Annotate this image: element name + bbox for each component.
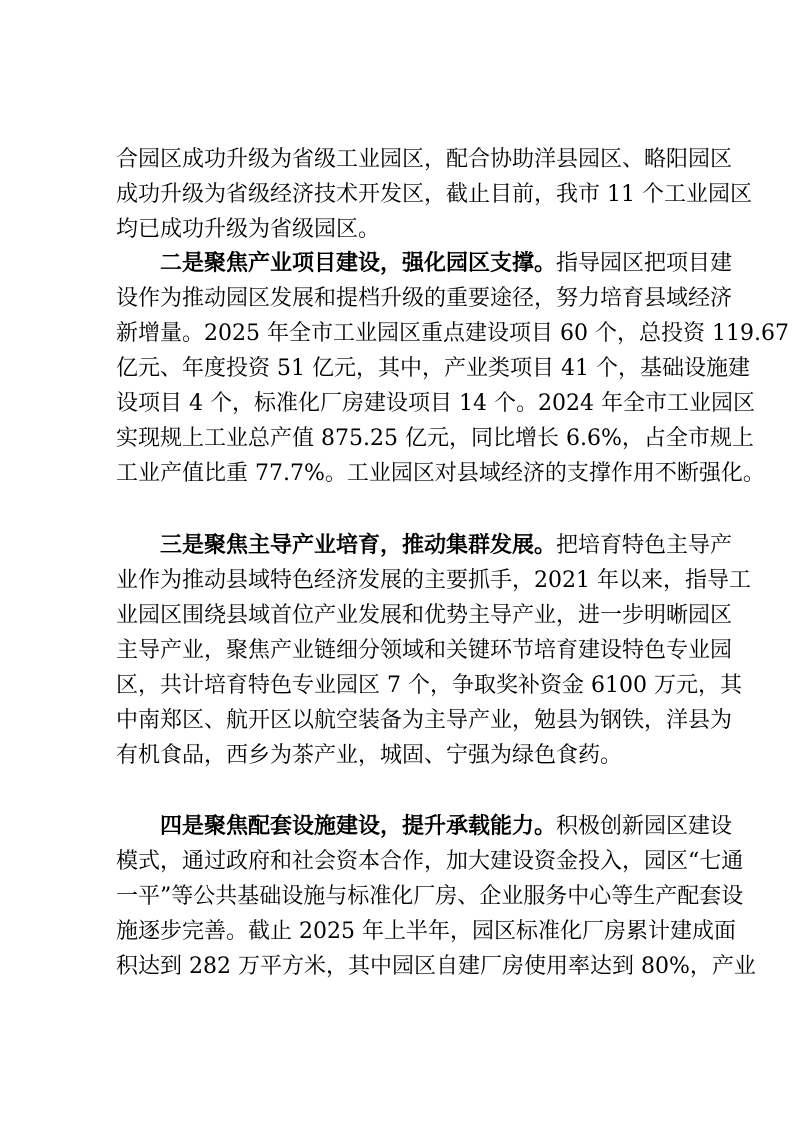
- text-line: 积达到 282 万平方米，其中园区自建厂房使用率达到 80%，产业: [116, 954, 756, 979]
- paragraph-2: [116, 246, 789, 491]
- paragraph-lead: 三是聚焦主导产业培育，推动集群发展。: [160, 532, 557, 558]
- text-line: 中南郑区、航开区以航空装备为主导产业，勉县为钢铁，洋县为: [116, 708, 733, 733]
- text-line: 三是聚焦主导产业培育，推动集群发展。把培育特色主导产: [160, 532, 733, 558]
- text-line: 一平”等公共基础设施与标准化厂房、企业服务中心等生产配套设: [116, 884, 744, 909]
- text-line: 业作为推动县域特色经济发展的主要抓手，2021 年以来，指导工: [116, 568, 751, 593]
- text-line: 工业产值比重 77.7%。工业园区对县域经济的支撑作用不断强化。: [116, 461, 765, 486]
- text-line: 施逐步完善。截止 2025 年上半年，园区标准化厂房累计建成面: [116, 919, 736, 944]
- text-line: 二是聚焦产业项目建设，强化园区支撑。指导园区把项目建: [160, 250, 733, 276]
- text-line: 实现规上工业总产值 875.25 亿元，同比增长 6.6%，占全市规上: [116, 426, 754, 451]
- paragraph-lead: 四是聚焦配套设施建设，提升承载能力。: [160, 813, 557, 839]
- text-line: 主导产业，聚焦产业链细分领域和关键环节培育建设特色专业园: [116, 638, 733, 663]
- paragraph-lead: 二是聚焦产业项目建设，强化园区支撑。: [160, 250, 557, 276]
- text-line: 亿元、年度投资 51 亿元，其中，产业类项目 41 个，基础设施建: [116, 356, 750, 381]
- text-line: 模式，通过政府和社会资本合作，加大建设资金投入，园区“七通: [116, 849, 744, 874]
- text-line: 区，共计培育特色专业园区 7 个，争取奖补资金 6100 万元，其: [116, 673, 742, 698]
- text-line: 均已成功升级为省级园区。: [116, 217, 381, 242]
- paragraph-3: [116, 528, 751, 773]
- text-line: 成功升级为省级经济技术开发区，截止目前，我市 11 个工业园区: [116, 182, 752, 207]
- text-line: 合园区成功升级为省级工业园区，配合协助洋县园区、略阳园区: [116, 147, 733, 172]
- paragraph-1: [116, 142, 752, 247]
- text-line: 设作为推动园区发展和提档升级的重要途径，努力培育县域经济: [116, 286, 733, 311]
- text-line: 业园区围绕县域首位产业发展和优势主导产业，进一步明晰园区: [116, 603, 733, 628]
- text-line: 有机食品，西乡为茶产业，城固、宁强为绿色食药。: [116, 743, 623, 768]
- text-line: 新增量。2025 年全市工业园区重点建设项目 60 个，总投资 119.67: [116, 321, 789, 346]
- text-line: 四是聚焦配套设施建设，提升承载能力。积极创新园区建设: [160, 813, 733, 839]
- text-line: 设项目 4 个，标准化厂房建设项目 14 个。2024 年全市工业园区: [116, 391, 755, 416]
- paragraph-4: [116, 809, 756, 984]
